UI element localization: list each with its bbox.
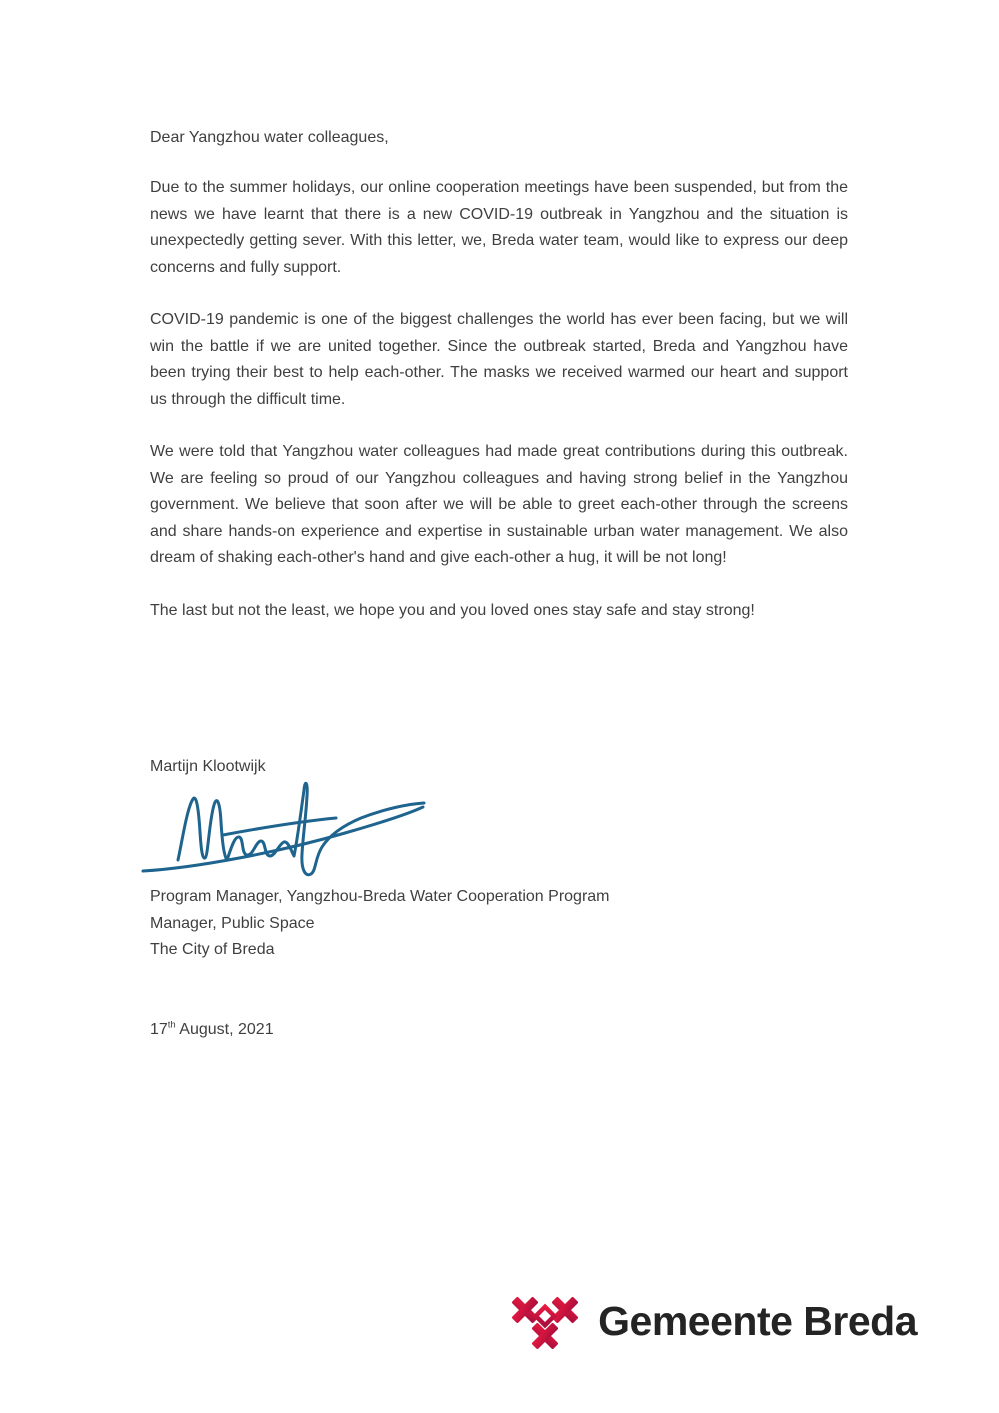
signer-title-city: The City of Breda (150, 941, 275, 958)
org-name: Gemeente Breda (598, 1297, 917, 1344)
letter-date (150, 1016, 848, 1043)
paragraph-4: The last but not the least, we hope you and you loved ones stay safe and stay strong! (150, 601, 755, 619)
signature-svg (140, 774, 430, 878)
paragraph-3: We were told that Yangzhou water colleagues had made great contributions during this outbreak. We are feeling so proud of our Yangzhou colleagues and having strong belief in the Yangzhou government. We believe that soon after we will be able to greet each-other through the screens and share hands-on experience and expertise in sustainable urban water management. We also dream of shaking each-other's hand and give each-other a hug, it will be not long! (150, 443, 848, 566)
paragraph-2: COVID-19 pandemic is one of the biggest challenges the world has ever been facing, but we will win the battle if we are united together. Since the outbreak started, Breda and Yangzhou have been trying their best to help each-other. The masks we received warmed our heart and support us through the difficult time. (150, 311, 848, 408)
date-ordinal-suffix: th (167, 1019, 176, 1031)
paragraph-1: Due to the summer holidays, our online cooperation meetings have been suspended, but from the news we have learnt that there is a new COVID-19 outbreak in Yangzhou and the situation is unexpectedly getting sever. With this letter, we, Breda water team, would like to express our deep concerns and fully support. (150, 179, 848, 276)
date-day: 17 (150, 1020, 168, 1038)
signer-name: Martijn Klootwijk (150, 758, 266, 775)
footer-logo (506, 1295, 917, 1355)
salutation: Dear Yangzhou water colleagues, (150, 129, 389, 146)
signature-image (140, 774, 848, 878)
signer-title-program: Program Manager, Yangzhou-Breda Water Cooperation Program (150, 888, 610, 905)
signature-strokes (143, 783, 424, 874)
heart-diamond (536, 1307, 554, 1325)
signer-titles (150, 884, 848, 964)
date-rest: August, 2021 (175, 1020, 274, 1038)
signer-title-manager: Manager, Public Space (150, 914, 315, 932)
breda-heart-icon (506, 1295, 584, 1355)
